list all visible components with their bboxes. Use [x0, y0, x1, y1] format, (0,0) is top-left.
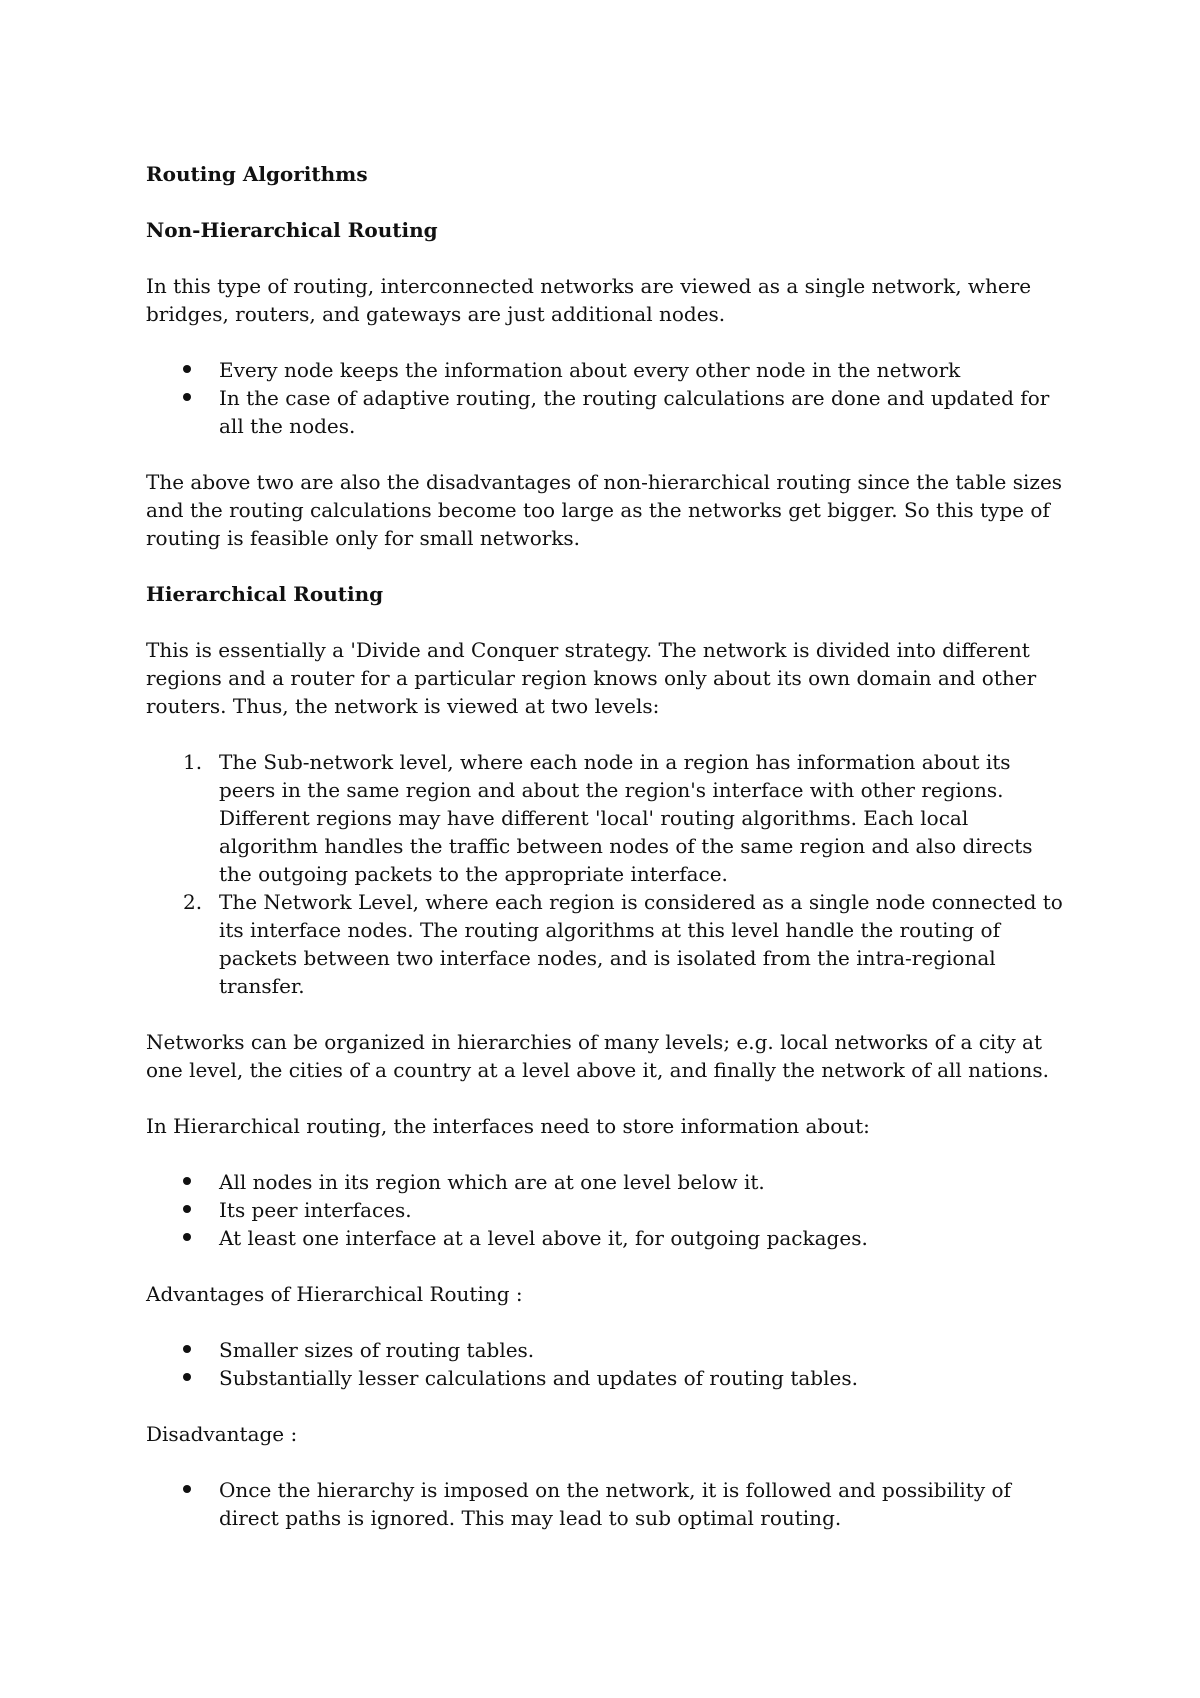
- bullet-list-interfaces: [146, 1168, 1066, 1252]
- list-item: [219, 356, 1066, 384]
- list-item-text: Smaller sizes of routing tables.: [219, 1338, 535, 1362]
- paragraph-advantages-label: Advantages of Hierarchical Routing :: [146, 1282, 523, 1306]
- bullet-list-disadvantages: [146, 1476, 1066, 1532]
- list-number: 2.: [183, 890, 203, 914]
- list-item-text: Once the hierarchy is imposed on the network, it is followed and possibility of direct paths is ignored. This may lead to sub optimal routing.: [219, 1478, 1011, 1530]
- list-item: [219, 1336, 1066, 1364]
- list-item: [219, 1224, 1066, 1252]
- list-item: [219, 1196, 1066, 1224]
- bullet-icon: [183, 1205, 191, 1213]
- document-title: Routing Algorithms: [146, 162, 368, 186]
- section-heading-hierarchical: Hierarchical Routing: [146, 582, 384, 606]
- section-heading-non-hierarchical: Non-Hierarchical Routing: [146, 218, 438, 242]
- bullet-list-non-hierarchical: [146, 356, 1066, 440]
- paragraph-hierarchy-levels: Networks can be organized in hierarchies of many levels; e.g. local networks of a city at one level, the cities of a country at a level above it, and finally the network of all nations.: [146, 1030, 1049, 1082]
- bullet-icon: [183, 1373, 191, 1381]
- bullet-icon: [183, 365, 191, 373]
- list-item-text: All nodes in its region which are at one level below it.: [219, 1170, 765, 1194]
- list-item: [183, 888, 1066, 1000]
- list-item: [219, 1168, 1066, 1196]
- bullet-icon: [183, 1485, 191, 1493]
- paragraph-interfaces-intro: In Hierarchical routing, the interfaces need to store information about:: [146, 1114, 870, 1138]
- list-item-text: Every node keeps the information about every other node in the network: [219, 358, 961, 382]
- paragraph-non-hierarchical-intro: In this type of routing, interconnected networks are viewed as a single network, where bridges, routers, and gateways are just additional nodes.: [146, 274, 1032, 326]
- list-number: 1.: [183, 750, 203, 774]
- bullet-icon: [183, 1233, 191, 1241]
- list-item: [219, 1476, 1066, 1532]
- list-item-text: The Network Level, where each region is considered as a single node connected to its interface nodes. The routing algorithms at this level handle the routing of packets between two interface nodes, and is isolated from the intra-regional transfer.: [219, 890, 1063, 998]
- bullet-icon: [183, 1177, 191, 1185]
- paragraph-hierarchical-intro: This is essentially a 'Divide and Conquer strategy. The network is divided into different regions and a router for a particular region knows only about its own domain and other routers. Thus, the network is viewed at two levels:: [146, 638, 1037, 718]
- list-item-text: The Sub-network level, where each node in a region has information about its peers in the same region and about the region's interface with other regions. Different regions may have different 'local' routing algorithms. Each local algorithm handles the traffic between nodes of the same region and also directs the outgoing packets to the appropriate interface.: [219, 750, 1033, 886]
- paragraph-non-hierarchical-summary: The above two are also the disadvantages of non-hierarchical routing since the table sizes and the routing calculations become too large as the networks get bigger. So this type of routing is feasible only for small networks.: [146, 470, 1063, 550]
- paragraph-disadvantage-label: Disadvantage :: [146, 1422, 298, 1446]
- list-item-text: Its peer interfaces.: [219, 1198, 412, 1222]
- bullet-list-advantages: [146, 1336, 1066, 1392]
- bullet-icon: [183, 393, 191, 401]
- bullet-icon: [183, 1345, 191, 1353]
- document-page: [146, 160, 1066, 1560]
- numbered-list-levels: [146, 748, 1066, 1000]
- list-item-text: At least one interface at a level above it, for outgoing packages.: [219, 1226, 868, 1250]
- list-item: [183, 748, 1066, 888]
- list-item: [219, 1364, 1066, 1392]
- list-item-text: Substantially lesser calculations and updates of routing tables.: [219, 1366, 858, 1390]
- list-item: [219, 384, 1066, 440]
- list-item-text: In the case of adaptive routing, the routing calculations are done and updated for all the nodes.: [219, 386, 1050, 438]
